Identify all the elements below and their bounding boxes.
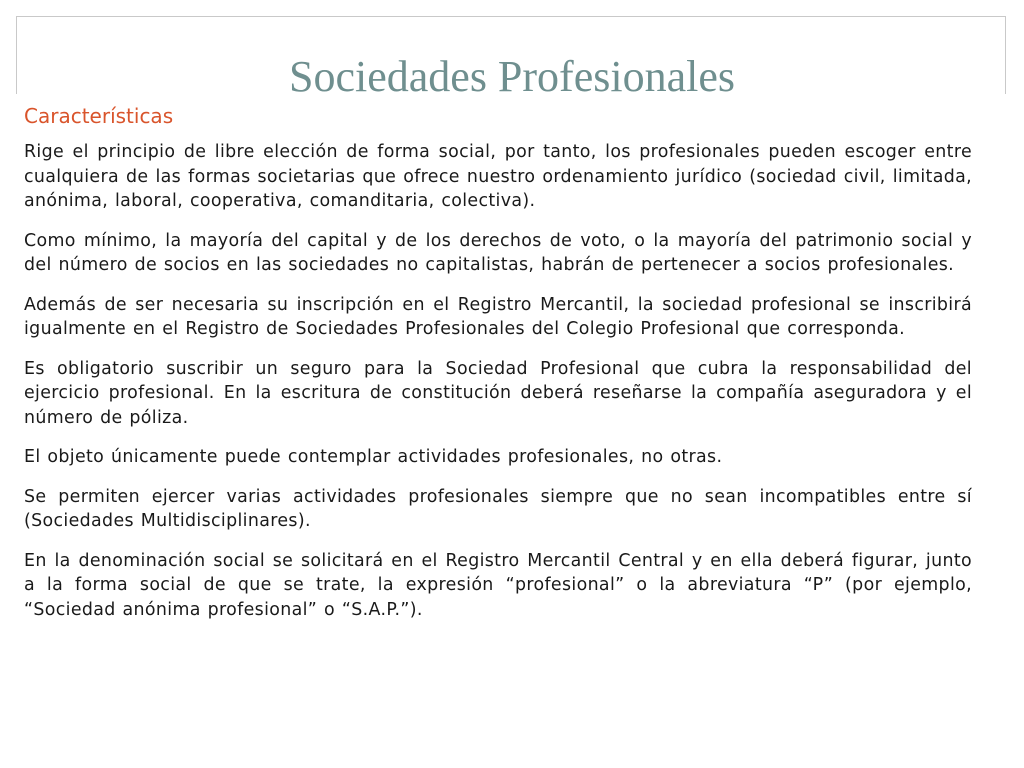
paragraph-objeto-social: El objeto únicamente puede contemplar actividades profesionales, no otras. bbox=[24, 447, 723, 467]
paragraph-denominacion-social: En la denominación social se solicitará en el Registro Mercantil Central y en ella deberá figurar, junto a la forma social de que se trate, la expresión “profesional” o la abreviatura “P” (por ejemplo, “Sociedad anónima profesional” o “S.A.P.”). bbox=[24, 550, 972, 620]
section-heading: Características bbox=[24, 104, 174, 128]
paragraph-mayoria-capital: Como mínimo, la mayoría del capital y de los derechos de voto, o la mayoría del patrimonio social y del número de socios en las sociedades no capitalistas, habrán de pertenecer a socios profesionales. bbox=[24, 230, 972, 275]
paragraph-libre-eleccion: Rige el principio de libre elección de forma social, por tanto, los profesionales pueden escoger entre cualquiera de las formas societarias que ofrece nuestro ordenamiento jurídico (sociedad civil, limitada, anónima, laboral, cooperativa, comanditaria, colectiva). bbox=[24, 142, 972, 211]
paragraph-multidisciplinares: Se permiten ejercer varias actividades profesionales siempre que no sean incompatibles entre sí (Sociedades Multidisciplinares). bbox=[24, 486, 972, 531]
slide-content bbox=[24, 104, 972, 637]
slide-title: Sociedades Profesionales bbox=[289, 52, 735, 101]
paragraph-seguro-obligatorio: Es obligatorio suscribir un seguro para la Sociedad Profesional que cubra la responsabilidad del ejercicio profesional. En la escritura de constitución deberá reseñarse la compañía aseguradora y el número de póliza. bbox=[24, 358, 972, 428]
paragraph-inscripcion-registro: Además de ser necesaria su inscripción en el Registro Mercantil, la sociedad profesional se inscribirá igualmente en el Registro de Sociedades Profesionales del Colegio Profesional que corresponda. bbox=[24, 294, 972, 339]
